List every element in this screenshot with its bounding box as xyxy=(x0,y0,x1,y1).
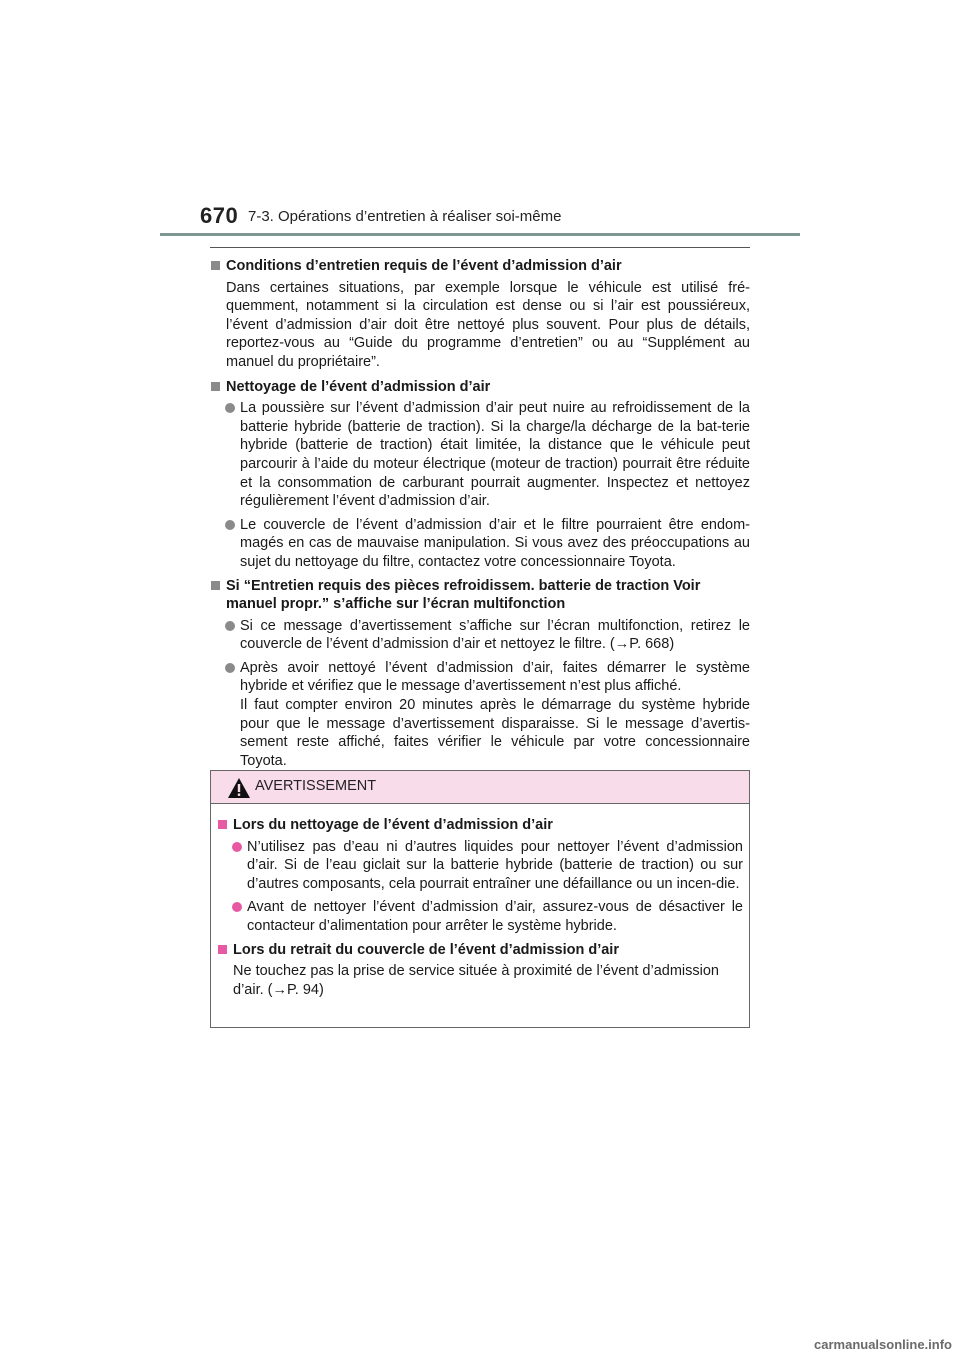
section-heading xyxy=(217,816,743,835)
list-item xyxy=(210,659,750,696)
list-item xyxy=(210,617,750,654)
section-paragraph: Ne touchez pas la prise de service située à proximité de l’évent d’admission d’air. (→P. 94) xyxy=(233,963,719,998)
section-heading xyxy=(210,378,750,397)
warning-section-removal xyxy=(217,941,743,1000)
section-maintenance-conditions xyxy=(210,257,750,372)
list-item xyxy=(217,898,743,935)
section-paragraph: Dans certaines situations, par exemple lorsque le véhicule est utilisé fré-quemment, notamment si la circulation est dense ou si l’air est poussiéreux, l’évent d’admission d’air doit être nettoyé plus souvent. Pour plus de détails, reportez-vous au “Guide du programme d’entretien” ou au “Supplément au manuel du propriétaire”. xyxy=(226,279,750,370)
list-item-continuation: Il faut compter environ 20 minutes après le démarrage du système hybride pour que le message d’avertissement disparaisse. Si le message d’avertis-sement reste affiché, faites vérifier le véhicule par votre concessionnaire Toyota. xyxy=(240,697,750,769)
list-item-text: Si ce message d’avertissement s’affiche sur l’écran multifonction, retirez le couvercle de l’évent d’admission d’air et nettoyez le filtre. (→P. 668) xyxy=(240,617,750,653)
section-heading-text: Conditions d’entretien requis de l’évent d’admission d’air xyxy=(226,258,622,274)
round-bullet-icon xyxy=(232,842,242,852)
running-head: 7-3. Opérations d’entretien à réaliser soi-même xyxy=(248,208,562,225)
warning-section-cleaning xyxy=(217,816,743,936)
warning-title: AVERTISSEMENT xyxy=(255,778,377,794)
list-item-text: N’utilisez pas d’eau ni d’autres liquides pour nettoyer l’évent d’admission d’air. Si de l’eau giclait sur la batterie hybride (batterie de traction) ou sur d’autres composants, cela pourrait entraîner une défaillance ou un incen-die. xyxy=(247,838,743,892)
list-item-text: La poussière sur l’évent d’admission d’air peut nuire au refroidissement de la batterie hybride (batterie de traction). Si la charge/la décharge de la bat-terie hybride (batterie de traction) était limitée, la distance que le véhicule peut parcourir à l’aide du moteur électrique (moteur de traction) pourrait être réduite et la consommation de carburant pourrait augmenter. Inspectez et nettoyez régulièrement l’évent d’admission d’air. xyxy=(240,400,750,510)
section-heading-text: Lors du retrait du couvercle de l’évent d’admission d’air xyxy=(233,941,619,958)
warning-header xyxy=(211,771,749,804)
warning-body xyxy=(211,804,749,999)
round-bullet-icon xyxy=(232,902,242,912)
warning-box xyxy=(210,770,750,1028)
header-rule xyxy=(160,233,800,236)
main-content xyxy=(210,257,750,775)
warning-triangle-icon xyxy=(227,777,251,799)
round-bullet-icon xyxy=(225,663,235,673)
square-bullet-icon xyxy=(211,581,220,590)
round-bullet-icon xyxy=(225,403,235,413)
list-item-text: Le couvercle de l’évent d’admission d’air et le filtre pourraient être endom-magés en cas de mauvaise manipulation. Si vous avez des préoccupations au sujet du nettoyage du filtre, contactez votre concessionnaire Toyota. xyxy=(240,516,750,570)
section-heading xyxy=(210,257,750,276)
section-heading xyxy=(217,941,743,960)
watermark: carmanualsonline.info xyxy=(814,1337,952,1352)
square-bullet-icon xyxy=(218,820,227,829)
section-warning-message xyxy=(210,577,750,771)
list-item xyxy=(210,516,750,572)
page-number: 670 xyxy=(200,203,239,228)
list-item xyxy=(217,838,743,894)
list-item xyxy=(210,399,750,511)
section-cleaning xyxy=(210,378,750,572)
round-bullet-icon xyxy=(225,621,235,631)
round-bullet-icon xyxy=(225,520,235,530)
content-rule xyxy=(210,247,750,248)
square-bullet-icon xyxy=(218,945,227,954)
section-heading-text: Si “Entretien requis des pièces refroidissem. batterie de traction Voir manuel propr.” s’affiche sur l’écran multifonction xyxy=(226,577,701,613)
section-heading-text: Nettoyage de l’évent d’admission d’air xyxy=(226,378,491,395)
section-heading-text: Lors du nettoyage de l’évent d’admission d’air xyxy=(233,817,553,833)
section-heading xyxy=(210,577,750,614)
square-bullet-icon xyxy=(211,382,220,391)
list-item-text: Avant de nettoyer l’évent d’admission d’air, assurez-vous de désactiver le contacteur d’alimentation pour arrêter le système hybride. xyxy=(247,899,743,934)
square-bullet-icon xyxy=(211,261,220,270)
list-item-text: Après avoir nettoyé l’évent d’admission d’air, faites démarrer le système hybride et vérifiez que le message d’avertissement n’est plus affiché. xyxy=(240,659,750,695)
